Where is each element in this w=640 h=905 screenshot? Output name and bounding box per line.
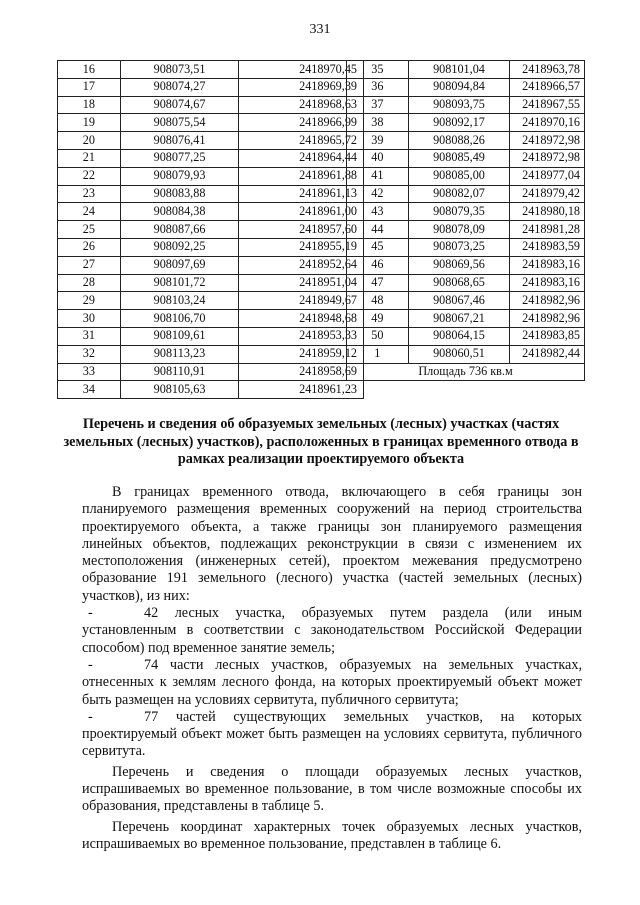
list-item <box>82 709 582 761</box>
bullet-marker: - <box>88 708 93 725</box>
list-item <box>82 605 582 657</box>
point-number-cell: 23 <box>58 185 121 203</box>
page-number: 331 <box>309 22 331 37</box>
point-number-cell: 32 <box>58 345 121 363</box>
y-coordinate-cell: 2418981,28 <box>510 221 585 239</box>
table-row <box>347 274 585 292</box>
y-coordinate-cell: 2418964,44 <box>239 149 364 167</box>
table-row <box>58 310 364 328</box>
x-coordinate-cell: 908085,00 <box>408 167 510 185</box>
x-coordinate-cell: 908069,56 <box>408 256 510 274</box>
point-number-cell: 38 <box>347 114 409 132</box>
table-row <box>58 167 364 185</box>
x-coordinate-cell: 908110,91 <box>120 363 239 381</box>
table-row <box>347 167 585 185</box>
point-number-cell: 46 <box>347 256 409 274</box>
table-row <box>347 221 585 239</box>
x-coordinate-cell: 908064,15 <box>408 327 510 345</box>
point-number-cell: 1 <box>347 345 409 363</box>
table-row <box>347 132 585 150</box>
area-row <box>347 363 585 381</box>
x-coordinate-cell: 908113,23 <box>120 345 239 363</box>
table-row <box>347 114 585 132</box>
x-coordinate-cell: 908094,84 <box>408 78 510 96</box>
table-row <box>58 185 364 203</box>
x-coordinate-cell: 908075,54 <box>120 114 239 132</box>
table-row <box>58 256 364 274</box>
list-item-text: 42 лесных участка, образуемых путем раздела (или иным установленным в соответствии с законодательством Российской Федерации способом) под временное занятие земель; <box>82 605 582 656</box>
point-number-cell: 47 <box>347 274 409 292</box>
point-number-cell: 28 <box>58 274 121 292</box>
x-coordinate-cell: 908067,46 <box>408 292 510 310</box>
point-number-cell: 21 <box>58 149 121 167</box>
y-coordinate-cell: 2418949,67 <box>239 292 364 310</box>
y-coordinate-cell: 2418972,98 <box>510 132 585 150</box>
bullet-marker: - <box>88 605 93 622</box>
x-coordinate-cell: 908079,35 <box>408 203 510 221</box>
point-number-cell: 22 <box>58 167 121 185</box>
body-text <box>82 484 582 853</box>
y-coordinate-cell: 2418967,55 <box>510 96 585 114</box>
point-number-cell: 24 <box>58 203 121 221</box>
y-coordinate-cell: 2418961,13 <box>239 185 364 203</box>
table-row <box>347 238 585 256</box>
table-row <box>58 149 364 167</box>
point-number-cell: 17 <box>58 78 121 96</box>
x-coordinate-cell: 908093,75 <box>408 96 510 114</box>
x-coordinate-cell: 908067,21 <box>408 310 510 328</box>
x-coordinate-cell: 908078,09 <box>408 221 510 239</box>
y-coordinate-cell: 2418963,78 <box>510 61 585 79</box>
point-number-cell: 42 <box>347 185 409 203</box>
point-number-cell: 40 <box>347 149 409 167</box>
table-row <box>347 345 585 363</box>
point-number-cell: 43 <box>347 203 409 221</box>
y-coordinate-cell: 2418970,16 <box>510 114 585 132</box>
y-coordinate-cell: 2418983,59 <box>510 238 585 256</box>
table-row <box>347 327 585 345</box>
y-coordinate-cell: 2418952,64 <box>239 256 364 274</box>
point-number-cell: 49 <box>347 310 409 328</box>
y-coordinate-cell: 2418977,04 <box>510 167 585 185</box>
table-row <box>58 203 364 221</box>
point-number-cell: 37 <box>347 96 409 114</box>
table-row <box>347 149 585 167</box>
y-coordinate-cell: 2418951,04 <box>239 274 364 292</box>
table-row <box>58 327 364 345</box>
x-coordinate-cell: 908092,17 <box>408 114 510 132</box>
x-coordinate-cell: 908088,26 <box>408 132 510 150</box>
x-coordinate-cell: 908105,63 <box>120 381 239 399</box>
point-number-cell: 36 <box>347 78 409 96</box>
table-row <box>58 132 364 150</box>
y-coordinate-cell: 2418959,12 <box>239 345 364 363</box>
y-coordinate-cell: 2418966,99 <box>239 114 364 132</box>
paragraph-table6-reference: Перечень координат характерных точек образуемых лесных участков, испрашиваемых во временное пользование, представлен в таблице 6. <box>82 818 582 852</box>
y-coordinate-cell: 2418953,33 <box>239 327 364 345</box>
y-coordinate-cell: 2418972,98 <box>510 149 585 167</box>
point-number-cell: 30 <box>58 310 121 328</box>
y-coordinate-cell: 2418948,68 <box>239 310 364 328</box>
x-coordinate-cell: 908073,25 <box>408 238 510 256</box>
x-coordinate-cell: 908084,38 <box>120 203 239 221</box>
y-coordinate-cell: 2418958,69 <box>239 363 364 381</box>
table-row <box>58 78 364 96</box>
y-coordinate-cell: 2418983,16 <box>510 274 585 292</box>
x-coordinate-cell: 908103,24 <box>120 292 239 310</box>
y-coordinate-cell: 2418969,39 <box>239 78 364 96</box>
point-number-cell: 41 <box>347 167 409 185</box>
x-coordinate-cell: 908101,72 <box>120 274 239 292</box>
x-coordinate-cell: 908097,69 <box>120 256 239 274</box>
y-coordinate-cell: 2418970,45 <box>239 61 364 79</box>
list-item <box>82 657 582 709</box>
y-coordinate-cell: 2418983,16 <box>510 256 585 274</box>
table-row <box>347 96 585 114</box>
point-number-cell: 16 <box>58 61 121 79</box>
x-coordinate-cell: 908087,66 <box>120 221 239 239</box>
y-coordinate-cell: 2418968,63 <box>239 96 364 114</box>
point-number-cell: 31 <box>58 327 121 345</box>
x-coordinate-cell: 908074,27 <box>120 78 239 96</box>
point-number-cell: 18 <box>58 96 121 114</box>
table-row <box>347 185 585 203</box>
table-row <box>347 61 585 79</box>
y-coordinate-cell: 2418966,57 <box>510 78 585 96</box>
point-number-cell: 50 <box>347 327 409 345</box>
intro-paragraph: В границах временного отвода, включающего в себя границы зон планируемого размещения временных сооружений на период строительства проектируемого объекта, а также границы зон планируемого размещения линейных объектов, подлежащих реконструкции в связи с изменением их местоположения (инженерных сетей), проектом межевания предусмотрено образование 191 земельного (лесного) участка (частей земельных (лесных) участков), из них: <box>82 484 582 604</box>
point-number-cell: 26 <box>58 238 121 256</box>
point-number-cell: 25 <box>58 221 121 239</box>
table-row <box>58 292 364 310</box>
table-row <box>347 292 585 310</box>
y-coordinate-cell: 2418961,23 <box>239 381 364 399</box>
table-row <box>58 96 364 114</box>
x-coordinate-cell: 908083,88 <box>120 185 239 203</box>
point-number-cell: 48 <box>347 292 409 310</box>
y-coordinate-cell: 2418961,88 <box>239 167 364 185</box>
point-number-cell: 45 <box>347 238 409 256</box>
table-row <box>58 61 364 79</box>
x-coordinate-cell: 908073,51 <box>120 61 239 79</box>
y-coordinate-cell: 2418955,19 <box>239 238 364 256</box>
table-row <box>58 345 364 363</box>
point-number-cell: 39 <box>347 132 409 150</box>
x-coordinate-cell: 908074,67 <box>120 96 239 114</box>
x-coordinate-cell: 908060,51 <box>408 345 510 363</box>
x-coordinate-cell: 908082,07 <box>408 185 510 203</box>
area-label: Площадь 736 кв.м <box>347 363 585 381</box>
y-coordinate-cell: 2418980,18 <box>510 203 585 221</box>
point-number-cell: 34 <box>58 381 121 399</box>
x-coordinate-cell: 908106,70 <box>120 310 239 328</box>
y-coordinate-cell: 2418965,72 <box>239 132 364 150</box>
x-coordinate-cell: 908077,25 <box>120 149 239 167</box>
x-coordinate-cell: 908101,04 <box>408 61 510 79</box>
y-coordinate-cell: 2418982,96 <box>510 310 585 328</box>
x-coordinate-cell: 908079,93 <box>120 167 239 185</box>
table-row <box>347 310 585 328</box>
coordinates-table-left <box>57 60 364 399</box>
y-coordinate-cell: 2418961,00 <box>239 203 364 221</box>
point-number-cell: 19 <box>58 114 121 132</box>
table-row <box>347 78 585 96</box>
x-coordinate-cell: 908085,49 <box>408 149 510 167</box>
x-coordinate-cell: 908068,65 <box>408 274 510 292</box>
point-number-cell: 44 <box>347 221 409 239</box>
point-number-cell: 20 <box>58 132 121 150</box>
point-number-cell: 27 <box>58 256 121 274</box>
y-coordinate-cell: 2418983,85 <box>510 327 585 345</box>
list-item-text: 77 частей существующих земельных участков, на которых проектируемый объект может быть размещен на условиях сервитута, публичного сервитута. <box>82 708 582 760</box>
table-row <box>58 274 364 292</box>
point-number-cell: 29 <box>58 292 121 310</box>
table-row <box>58 221 364 239</box>
list-item-text: 74 части лесных участков, образуемых на земельных участках, отнесенных к землям лесного фонда, на которых проектируемый объект может быть размещен на условиях сервитута, публичного сервитута; <box>82 656 582 708</box>
table-row <box>58 114 364 132</box>
section-heading: Перечень и сведения об образуемых земельных (лесных) участках (частях земельных (лесных) участков), расположенных в границах временного отвода в рамках реализации проектируемого объекта <box>63 416 579 467</box>
point-number-cell: 35 <box>347 61 409 79</box>
x-coordinate-cell: 908092,25 <box>120 238 239 256</box>
table-row <box>58 381 364 399</box>
x-coordinate-cell: 908109,61 <box>120 327 239 345</box>
y-coordinate-cell: 2418982,96 <box>510 292 585 310</box>
point-number-cell: 33 <box>58 363 121 381</box>
table-row <box>58 238 364 256</box>
coordinates-table-right <box>346 60 585 381</box>
y-coordinate-cell: 2418957,60 <box>239 221 364 239</box>
table-row <box>58 363 364 381</box>
bullet-marker: - <box>88 656 93 673</box>
x-coordinate-cell: 908076,41 <box>120 132 239 150</box>
y-coordinate-cell: 2418982,44 <box>510 345 585 363</box>
paragraph-table5-reference: Перечень и сведения о площади образуемых лесных участков, испрашиваемых во временное пользование, в том числе возможные способы их образования, представлены в таблице 5. <box>82 763 582 815</box>
table-row <box>347 256 585 274</box>
table-row <box>347 203 585 221</box>
y-coordinate-cell: 2418979,42 <box>510 185 585 203</box>
